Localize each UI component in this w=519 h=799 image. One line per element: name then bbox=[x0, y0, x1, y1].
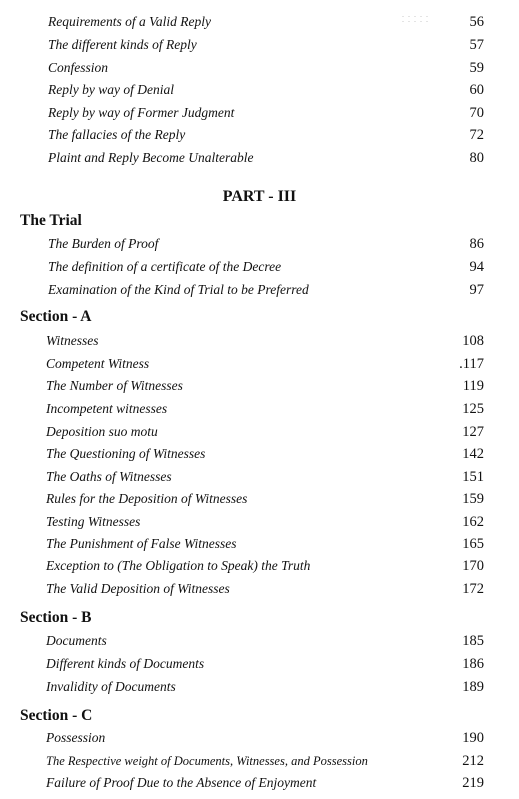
toc-entry bbox=[0, 556, 519, 576]
toc-entry bbox=[0, 58, 519, 78]
entry-page: 80 bbox=[469, 150, 484, 166]
toc-entry bbox=[0, 399, 519, 419]
entry-page: 94 bbox=[469, 259, 484, 275]
entry-title: The Burden of Proof bbox=[48, 236, 159, 251]
entry-title: Testing Witnesses bbox=[46, 514, 141, 529]
toc-entry bbox=[0, 80, 519, 100]
entry-page: 151 bbox=[462, 469, 484, 485]
entry-title: Plaint and Reply Become Unalterable bbox=[48, 150, 254, 165]
entry-title: Reply by way of Denial bbox=[48, 82, 174, 97]
toc-entry bbox=[0, 751, 519, 771]
entry-title: Examination of the Kind of Trial to be Preferred bbox=[48, 282, 309, 297]
entry-page: 162 bbox=[462, 514, 484, 530]
toc-entry bbox=[0, 12, 519, 32]
section-heading-c: Section - C bbox=[20, 707, 93, 724]
entry-title: Witnesses bbox=[46, 333, 99, 348]
entry-page: 186 bbox=[462, 656, 484, 672]
entry-title: Confession bbox=[48, 60, 109, 75]
entry-title: The Punishment of False Witnesses bbox=[46, 536, 237, 551]
entry-title: Different kinds of Documents bbox=[46, 656, 205, 671]
entry-title: The Oaths of Witnesses bbox=[46, 469, 172, 484]
entry-page: 189 bbox=[462, 679, 484, 695]
toc-entry bbox=[0, 148, 519, 168]
section-heading-a: Section - A bbox=[20, 308, 92, 325]
entry-title: The definition of a certificate of the Decree bbox=[48, 259, 282, 274]
toc-entry bbox=[0, 631, 519, 651]
toc-entry bbox=[0, 331, 519, 351]
toc-entry bbox=[0, 234, 519, 254]
entry-title: Possession bbox=[46, 730, 106, 745]
toc-entry bbox=[0, 467, 519, 487]
toc-entry bbox=[0, 773, 519, 793]
entry-page: 212 bbox=[462, 753, 484, 769]
entry-page: 97 bbox=[469, 282, 484, 298]
entry-title: The Respective weight of Documents, Witnesses, and Possession bbox=[46, 754, 368, 768]
entry-page: 57 bbox=[469, 37, 484, 53]
entry-page: 59 bbox=[469, 60, 484, 76]
part-heading: PART - III bbox=[222, 188, 297, 205]
entry-title: The different kinds of Reply bbox=[48, 37, 197, 52]
entry-title: Reply by way of Former Judgment bbox=[48, 105, 235, 120]
entry-page: 72 bbox=[469, 127, 484, 143]
entry-title: Deposition suo motu bbox=[46, 424, 158, 439]
entry-page: 70 bbox=[469, 105, 484, 121]
toc-entry bbox=[0, 354, 519, 374]
toc-entry bbox=[0, 376, 519, 396]
entry-page: 159 bbox=[462, 491, 484, 507]
section-heading-b: Section - B bbox=[20, 609, 92, 626]
entry-page: 185 bbox=[462, 633, 484, 649]
entry-page: 165 bbox=[462, 536, 484, 552]
toc-entry bbox=[0, 579, 519, 599]
entry-title: Invalidity of Documents bbox=[46, 679, 176, 694]
toc-entry bbox=[0, 489, 519, 509]
toc-entry bbox=[0, 444, 519, 464]
entry-title: Competent Witness bbox=[46, 356, 150, 371]
toc-entry bbox=[0, 422, 519, 442]
entry-page: 56 bbox=[469, 14, 484, 30]
toc-entry bbox=[0, 728, 519, 748]
entry-page: 108 bbox=[462, 333, 484, 349]
toc-entry bbox=[0, 125, 519, 145]
entry-title: Requirements of a Valid Reply bbox=[48, 14, 211, 29]
toc-entry bbox=[0, 677, 519, 697]
entry-title: Exception to (The Obligation to Speak) the Truth bbox=[46, 558, 311, 573]
toc-entry bbox=[0, 35, 519, 55]
entry-title: Rules for the Deposition of Witnesses bbox=[46, 491, 248, 506]
entry-page: 190 bbox=[462, 730, 484, 746]
toc-entry bbox=[0, 257, 519, 277]
entry-title: The fallacies of the Reply bbox=[48, 127, 186, 142]
entry-page: 142 bbox=[462, 446, 484, 462]
entry-page: 60 bbox=[469, 82, 484, 98]
entry-title: Documents bbox=[46, 633, 107, 648]
entry-page: 127 bbox=[462, 424, 484, 440]
entry-page: 219 bbox=[462, 775, 484, 791]
entry-page: 119 bbox=[462, 378, 484, 394]
toc-entry bbox=[0, 103, 519, 123]
toc-entry bbox=[0, 512, 519, 532]
entry-page: 125 bbox=[462, 401, 484, 417]
entry-title: The Valid Deposition of Witnesses bbox=[46, 581, 230, 596]
section-heading-trial: The Trial bbox=[20, 212, 82, 229]
toc-entry bbox=[0, 654, 519, 674]
entry-title: Incompetent witnesses bbox=[46, 401, 168, 416]
entry-page: 172 bbox=[462, 581, 484, 597]
toc-entry bbox=[0, 534, 519, 554]
entry-page: .117 bbox=[459, 356, 484, 372]
entry-title: Failure of Proof Due to the Absence of Enjoyment bbox=[46, 775, 317, 790]
entry-page: 86 bbox=[469, 236, 484, 252]
toc-entry bbox=[0, 280, 519, 300]
entry-title: The Number of Witnesses bbox=[46, 378, 183, 393]
entry-title: The Questioning of Witnesses bbox=[46, 446, 206, 461]
entry-page: 170 bbox=[462, 558, 484, 574]
